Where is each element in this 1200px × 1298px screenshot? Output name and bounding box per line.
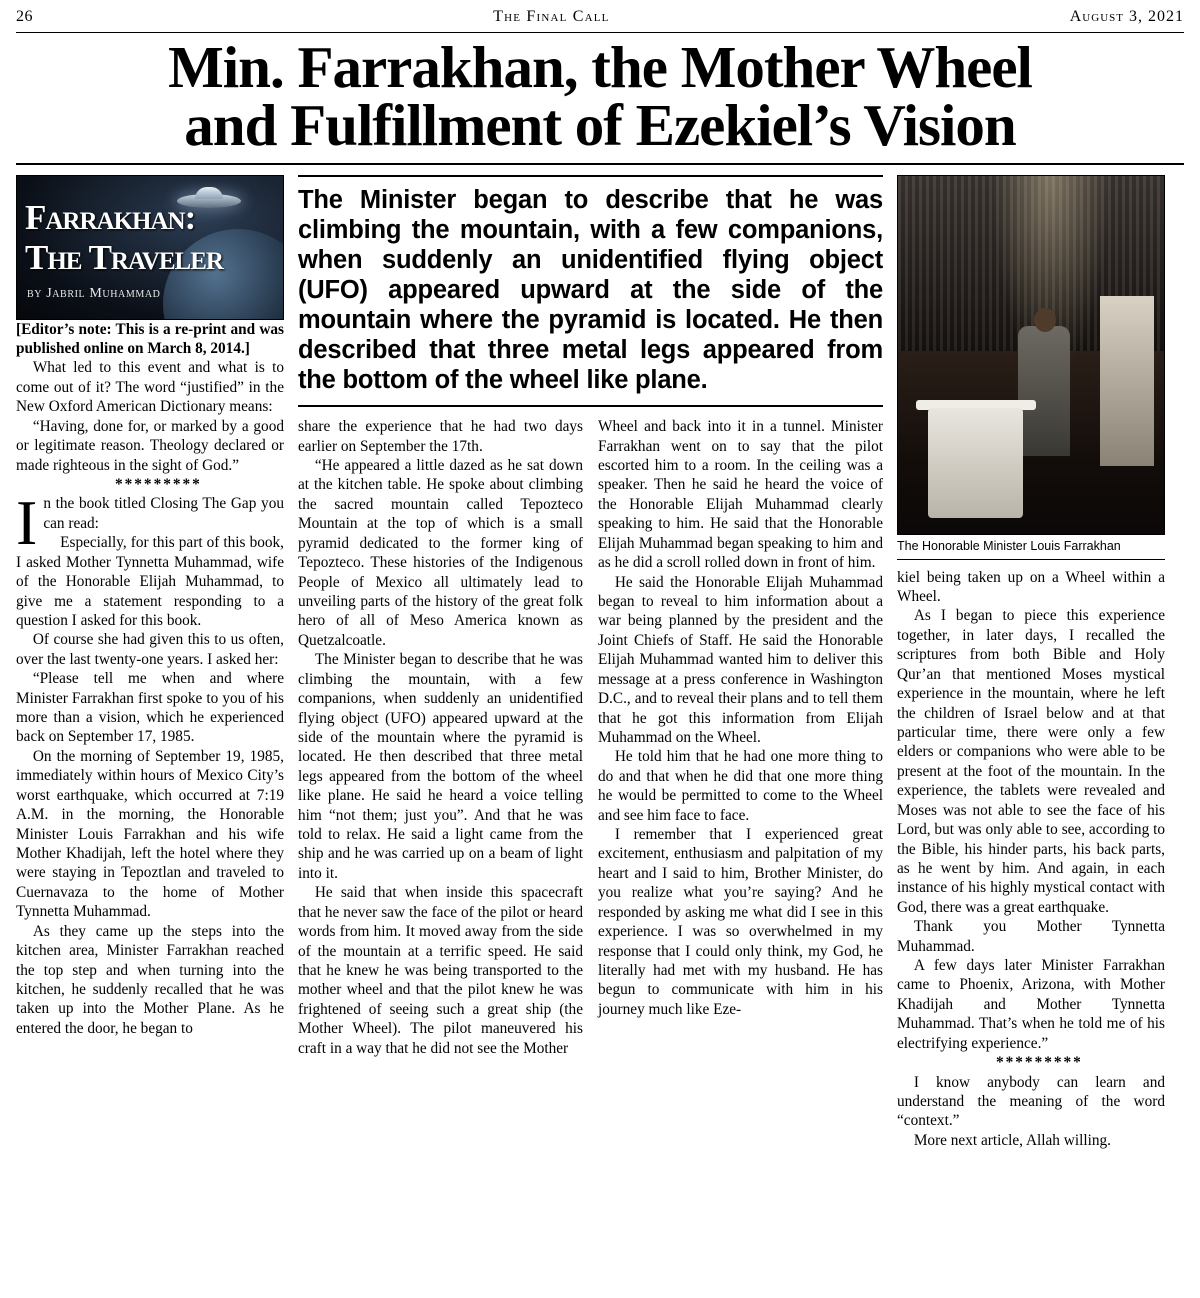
paragraph: Especially, for this part of this book, I asked Mother Tynnetta Muhammad, wife of the Honorable Elijah Muhammad, to give me a statement responding to a question I asked for this book. [16, 534, 284, 629]
headline-line-2: and Fulfillment of Ezekiel’s Vision [184, 91, 1016, 158]
paragraph: He told him that he had one more thing to do and that when he did that one more thing he would be permitted to come to the Wheel and see him face to face. [598, 748, 883, 824]
speaker-figure [1018, 326, 1070, 456]
paragraph: “Please tell me when and where Minister Farrakhan first spoke to you of his more than a vision, which he experienced back on September 17, 1985. [16, 670, 284, 746]
photo-caption: The Honorable Minister Louis Farrakhan [897, 538, 1121, 553]
section-divider-stars: ********* [114, 476, 202, 493]
article-photo [897, 175, 1165, 535]
page-title [16, 34, 1184, 158]
column-banner [16, 175, 284, 320]
paragraph: Thank you Mother Tynnetta Muhammad. [897, 918, 1165, 955]
banner-byline: by Jabril Muhammad [27, 285, 161, 301]
issue-date: August 3, 2021 [1069, 8, 1184, 25]
middle-subcolumns [298, 417, 883, 1058]
headline-divider [16, 163, 1184, 165]
masthead [16, 8, 1184, 30]
banner-title-line-2: The Traveler [25, 237, 223, 277]
podium [928, 408, 1023, 518]
drop-cap: I [16, 487, 38, 559]
middle-subcolumn-left [298, 417, 583, 1058]
page-number: 26 [16, 8, 33, 25]
pull-quote: The Minister began to describe that he was climbing the mountain, with a few companions, when suddenly an unidentified flying object (UFO) appeared upward at the side of the mountain where the pyramid is located. He then described that three metal legs appeared from the bottom of the wheel like plane. [298, 185, 883, 395]
paragraph: I know anybody can learn and understand the meaning of the word “context.” [897, 1073, 1165, 1130]
paragraph: He said the Honorable Elijah Muhammad began to reveal to him information about a war being planned by the president and the Joint Chiefs of Staff. He said the Honorable Elijah Muhammad wanted him to deliver this message at a press conference in Washington D.C., and to reveal their plans and to tell them that he got this information from Elijah Muhammad on the Wheel. [598, 573, 883, 746]
middle-subcolumn-right [598, 417, 883, 1058]
paragraph: A few days later Minister Farrakhan came to Phoenix, Arizona, with Mother Khadijah and Mother Tynnetta Muhammad. That’s when he told me of his electrifying experience.” [897, 957, 1165, 1052]
paragraph-with-dropcap [16, 487, 284, 559]
paragraph: share the experience that he had two days earlier on September the 17th. [298, 418, 583, 455]
right-column-text [897, 568, 1165, 1151]
paragraph: I remember that I experienced great excitement, enthusiasm and palpitation of my heart and I said to him, Brother Minister, do you realize what you’re saying? And he responded by asking me what did I see in this experience. I was so overwhelmed in my response that I could only think, my God, he literally had met with my husband. He has begun to communicate with him in his journey much like Eze- [598, 826, 883, 1018]
banner-title-line-1: Farrakhan: [25, 197, 196, 237]
paragraph: He said that when inside this spacecraft that he never saw the face of the pilot or heard words from him. It moved away from the side of the mountain at a terrific speed. He said that he knew he was being transported to the mother wheel and that the pilot knew he was frightened of seeing such a great ship (the Mother Wheel). The pilot maneuvered his craft in a way that he did not see the Mother [298, 884, 583, 1057]
column-right [897, 175, 1165, 1151]
column-middle [298, 175, 883, 1058]
paragraph: Of course she had given this to us often, over the last twenty-one years. I asked her: [16, 631, 284, 668]
paragraph: “He appeared a little dazed as he sat down at the kitchen table. He spoke about climbing the sacred mountain called Tepozteco Mountain at the top of which is a small pyramid dedicated to the former king of Tepozteco. These histories of the Indigenous People of Mexico all ultimately lead to unveiling parts of the history of the great folk hero of all of Meso America known as Quetzalcoatle. [298, 457, 583, 649]
paragraph: As they came up the steps into the kitchen area, Minister Farrakhan reached the top step and when turning into the kitchen, he suddenly recalled that he was taken up into the Mother Plane. As he entered the door, he began to [16, 922, 284, 1037]
section-divider-stars: ********* [995, 1054, 1083, 1072]
paragraph: kiel being taken up on a Wheel within a Wheel. [897, 568, 1165, 606]
article-body [16, 175, 1184, 1151]
column-left [16, 175, 284, 1039]
editor-note: [Editor’s note: This is a re-print and was published online on March 8, 2014.] [16, 320, 284, 358]
paragraph: What led to this event and what is to come out of it? The word “justified” in the New Oxford American Dictionary means: [16, 359, 284, 416]
pull-quote-box [298, 175, 883, 408]
speaker-head [1034, 308, 1056, 332]
paragraph-text: n the book titled Closing The Gap you can read: [43, 495, 284, 532]
paragraph: As I began to piece this experience together, in later days, I recalled the scriptures from both Bible and Holy Qur’an that mentioned Moses mystical experience in the mountain, where he left the children of Israel below and at that particular time, there were only a few elders or companions who were able to be present at the foot of the mountain. In the experience, the tablets were revealed and Moses was not able to see the face of his Lord, but was only able to see, according to the Bible, his hinder parts, his back parts, as he went by him. And again, in each instance of his highly mystical contact with God, there was a great earthquake. [897, 607, 1165, 916]
paragraph: More next article, Allah willing. [913, 1131, 1111, 1149]
secondary-figure [1100, 296, 1154, 466]
paper-name: The Final Call [493, 8, 610, 25]
paragraph: On the morning of September 19, 1985, immediately within hours of Mexico City’s worst earthquake, which occurred at 7:19 A.M. in the morning, the Honorable Minister Louis Farrakhan and his wife Mother Khadijah, left the hotel where they were staying in Tepoztlan and traveled to Cuernavaza to the home of Mother Tynnetta Muhammad. [16, 747, 284, 921]
paragraph: Wheel and back into it in a tunnel. Minister Farrakhan went on to say that the pilot escorted him to a room. In the ceiling was a speaker. Then he said he heard the voice of the Honorable Elijah Muhammad clearly speaking to him. He said that the Honorable Elijah Muhammad began speaking to him and as he did a scroll rolled down in front of him. [598, 418, 883, 572]
paragraph: The Minister began to describe that he was climbing the mountain, with a few companions, when suddenly an unidentified flying object (UFO) appeared upward at the side of the mountain where the pyramid is located. He then described that three metal legs appeared from the bottom of the wheel like plane. He said he heard a voice telling him “not them; just you”. And that he was told to relax. He said a light came from the ship and he was carried up on a beam of light into it. [298, 651, 583, 882]
headline-line-1: Min. Farrakhan, the Mother Wheel [168, 34, 1032, 100]
left-column-text [16, 320, 284, 1039]
paragraph: “Having, done for, or marked by a good or legitimate reason. Theology declared or made righteous in the sight of God.” [16, 417, 284, 474]
caption-divider [897, 559, 1165, 560]
masthead-divider [16, 32, 1184, 33]
